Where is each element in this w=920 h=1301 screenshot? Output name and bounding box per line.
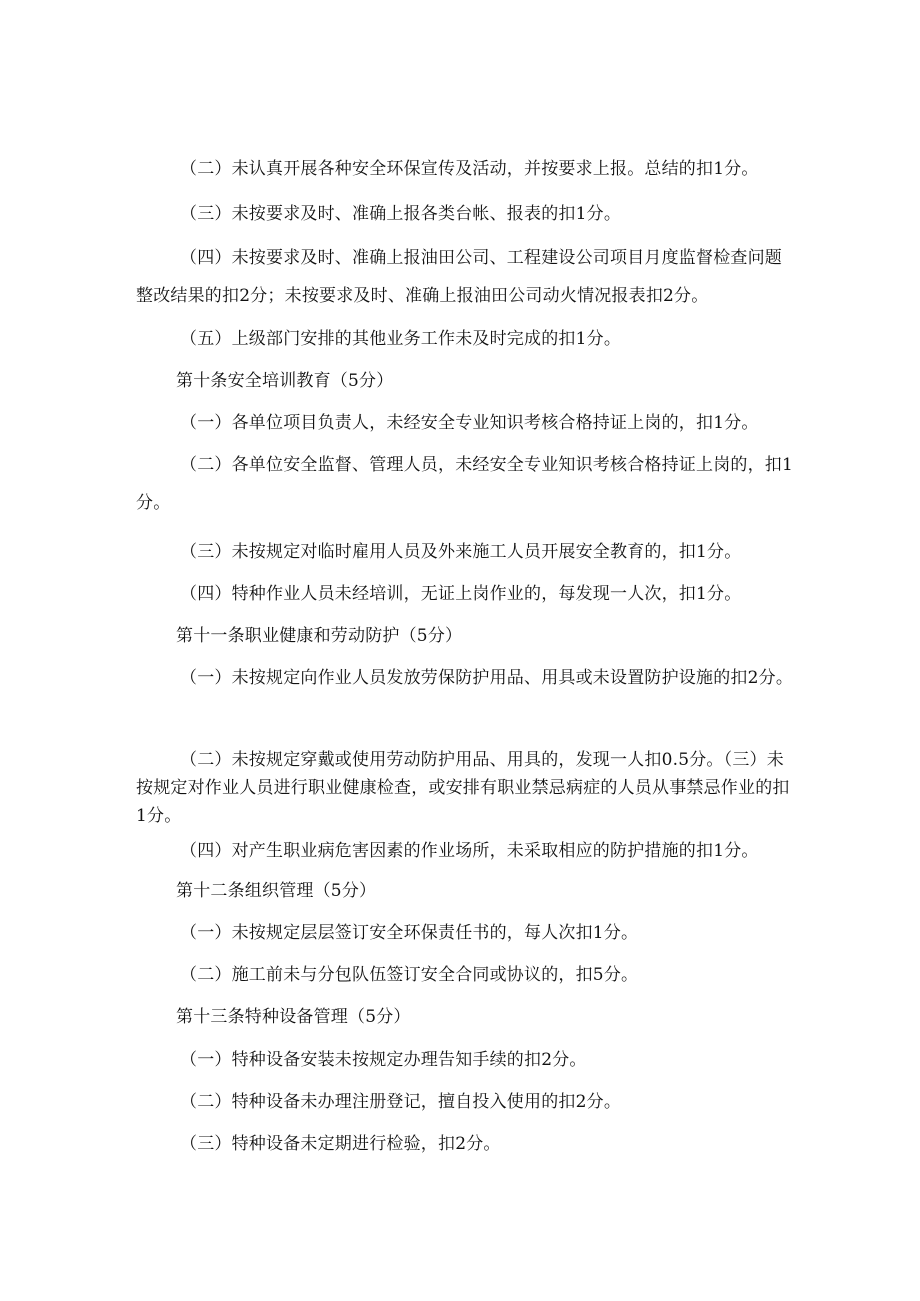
paragraph-art12-item-2: （二）施工前未与分包队伍签订安全合同或协议的，扣5分。 bbox=[180, 965, 639, 985]
paragraph-item-4-rectification: （四）未按要求及时、准确上报油田公司、工程建设公司项目月度监督检查问题整改结果的扣2分；未按要求及时、准确上报油田公司动火情况报表扣2分。 bbox=[136, 248, 782, 306]
paragraph-art10-item-3: （三）未按规定对临时雇用人员及外来施工人员开展安全教育的，扣1分。 bbox=[180, 542, 742, 562]
paragraph-item-5-other-tasks: （五）上级部门安排的其他业务工作未及时完成的扣1分。 bbox=[180, 329, 622, 349]
paragraph-art13-item-2: （二）特种设备未办理注册登记，擅自投入使用的扣2分。 bbox=[180, 1092, 622, 1112]
paragraph-item-3-ledgers: （三）未按要求及时、准确上报各类台帐、报表的扣1分。 bbox=[180, 204, 622, 224]
paragraph-art11-item-2-3: （二）未按规定穿戴或使用劳动防护用品、用具的，发现一人扣0.5分。（三）未按规定对作业人员进行职业健康检查，或安排有职业禁忌病症的人员从事禁忌作业的扣1分。 bbox=[136, 750, 790, 826]
paragraph-art10-item-4: （四）特种作业人员未经培训，无证上岗作业的，每发现一人次，扣1分。 bbox=[180, 584, 742, 604]
paragraph-art11-item-1: （一）未按规定向作业人员发放劳保防护用品、用具或未设置防护设施的扣2分。 bbox=[180, 668, 794, 688]
paragraph-art12-item-1: （一）未按规定层层签订安全环保责任书的，每人次扣1分。 bbox=[180, 923, 639, 943]
paragraph-item-2-publicity: （二）未认真开展各种安全环保宣传及活动，并按要求上报。总结的扣1分。 bbox=[180, 159, 759, 179]
paragraph-art13-item-1: （一）特种设备安装未按规定办理告知手续的扣2分。 bbox=[180, 1050, 587, 1070]
paragraph-art10-item-2: （二）各单位安全监督、管理人员，未经安全专业知识考核合格持证上岗的，扣1分。 bbox=[136, 455, 794, 513]
article-11-heading: 第十一条职业健康和劳动防护（5分） bbox=[176, 626, 463, 646]
paragraph-art10-item-1: （一）各单位项目负责人，未经安全专业知识考核合格持证上岗的，扣1分。 bbox=[180, 413, 759, 433]
paragraph-art11-item-4: （四）对产生职业病危害因素的作业场所，未采取相应的防护措施的扣1分。 bbox=[180, 841, 759, 861]
article-10-heading: 第十条安全培训教育（5分） bbox=[176, 371, 394, 391]
paragraph-art13-item-3: （三）特种设备未定期进行检验，扣2分。 bbox=[180, 1134, 501, 1154]
article-13-heading: 第十三条特种设备管理（5分） bbox=[176, 1007, 411, 1027]
article-12-heading: 第十二条组织管理（5分） bbox=[176, 881, 377, 901]
